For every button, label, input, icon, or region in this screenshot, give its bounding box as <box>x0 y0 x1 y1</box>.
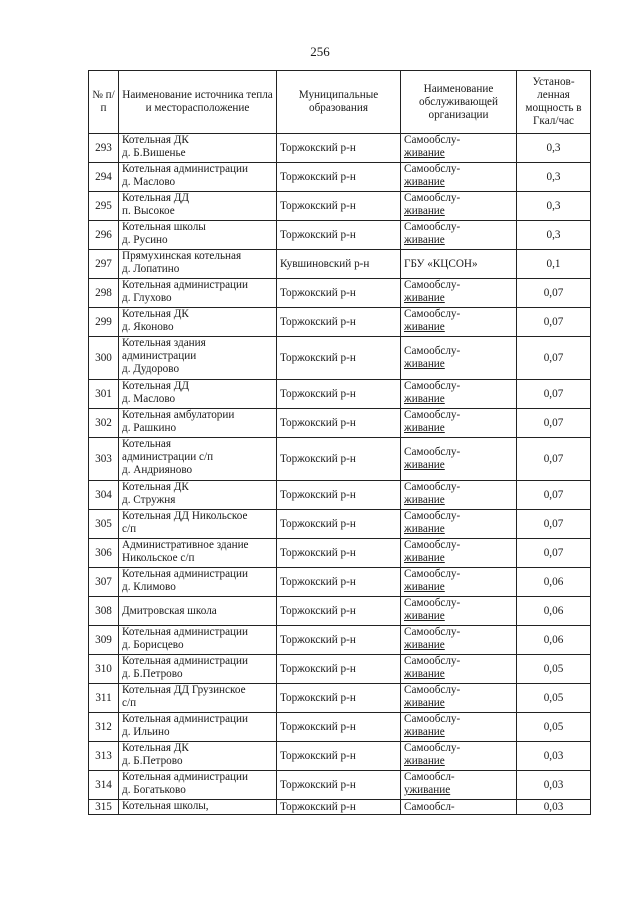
organization-line: Самообслу- <box>404 163 461 175</box>
table-row <box>89 380 591 409</box>
table-row <box>89 279 591 308</box>
organization-line: Самообслу- <box>404 539 461 551</box>
municipality-cell: Кувшиновский р-н <box>277 250 401 279</box>
header-num: № п/п <box>89 71 119 134</box>
source-name-line: д. Лопатино <box>122 263 180 275</box>
organization-cell <box>401 308 517 337</box>
source-name-line: д. Б.Вишенье <box>122 147 186 159</box>
table-row <box>89 568 591 597</box>
organization-cell <box>401 337 517 380</box>
table-row <box>89 539 591 568</box>
power-cell: 0,03 <box>517 771 591 800</box>
source-name-cell <box>119 163 277 192</box>
organization-line: живание <box>404 422 445 434</box>
table-row <box>89 713 591 742</box>
source-name-line: Котельная <box>122 438 171 450</box>
source-name-cell <box>119 250 277 279</box>
row-number: 315 <box>89 800 119 815</box>
municipality-cell: Торжокский р-н <box>277 771 401 800</box>
source-name-line: Котельная школы <box>122 221 206 233</box>
source-name-cell <box>119 279 277 308</box>
organization-line: живание <box>404 697 445 709</box>
organization-cell <box>401 409 517 438</box>
organization-cell <box>401 771 517 800</box>
source-name-line: Никольское с/п <box>122 552 195 564</box>
source-name-cell <box>119 380 277 409</box>
source-name-line: д. Русино <box>122 234 168 246</box>
power-cell: 0,07 <box>517 409 591 438</box>
source-name-cell <box>119 510 277 539</box>
organization-line: живание <box>404 726 445 738</box>
organization-line: Самообслу- <box>404 713 461 725</box>
row-number: 298 <box>89 279 119 308</box>
organization-line: живание <box>404 205 445 217</box>
power-cell: 0,3 <box>517 221 591 250</box>
source-name-line: д. Глухово <box>122 292 172 304</box>
organization-cell <box>401 163 517 192</box>
organization-line: уживание <box>404 784 451 796</box>
organization-cell <box>401 597 517 626</box>
table-row <box>89 409 591 438</box>
source-name-line: Котельная ДК <box>122 308 189 320</box>
power-cell: 0,1 <box>517 250 591 279</box>
source-name-line: д. Климово <box>122 581 176 593</box>
power-cell: 0,03 <box>517 800 591 815</box>
table-row <box>89 221 591 250</box>
source-name-line: д. Борисцево <box>122 639 184 651</box>
source-name-cell <box>119 568 277 597</box>
organization-cell <box>401 742 517 771</box>
power-cell: 0,07 <box>517 438 591 481</box>
power-cell: 0,05 <box>517 684 591 713</box>
source-name-cell <box>119 221 277 250</box>
organization-line: Самообслу- <box>404 626 461 638</box>
organization-cell <box>401 510 517 539</box>
row-number: 294 <box>89 163 119 192</box>
organization-line: Самообсл- <box>404 800 455 813</box>
municipality-cell: Торжокский р-н <box>277 192 401 221</box>
organization-line: живание <box>404 393 445 405</box>
municipality-cell: Торжокский р-н <box>277 380 401 409</box>
power-cell: 0,3 <box>517 134 591 163</box>
table-row <box>89 626 591 655</box>
organization-cell <box>401 134 517 163</box>
table-row <box>89 481 591 510</box>
source-name-cell <box>119 800 277 815</box>
organization-cell <box>401 800 517 815</box>
organization-cell <box>401 438 517 481</box>
power-cell: 0,3 <box>517 163 591 192</box>
source-name-cell <box>119 684 277 713</box>
organization-line: живание <box>404 147 445 159</box>
power-cell: 0,3 <box>517 192 591 221</box>
row-number: 302 <box>89 409 119 438</box>
table-row <box>89 250 591 279</box>
source-name-line: Котельная ДД Никольское <box>122 510 248 522</box>
organization-cell <box>401 481 517 510</box>
row-number: 304 <box>89 481 119 510</box>
municipality-cell: Торжокский р-н <box>277 655 401 684</box>
power-cell: 0,07 <box>517 279 591 308</box>
source-name-line: Котельная ДД Грузинское <box>122 684 246 696</box>
table-row <box>89 134 591 163</box>
organization-line: живание <box>404 234 445 246</box>
organization-line: живание <box>404 494 445 506</box>
municipality-cell: Торжокский р-н <box>277 221 401 250</box>
source-name-cell <box>119 481 277 510</box>
source-name-cell <box>119 337 277 380</box>
organization-line: Самообслу- <box>404 684 461 696</box>
source-name-line: с/п <box>122 697 137 709</box>
power-cell: 0,07 <box>517 308 591 337</box>
organization-line: Самообслу- <box>404 655 461 667</box>
row-number: 297 <box>89 250 119 279</box>
organization-line: живание <box>404 610 445 622</box>
source-name-cell <box>119 626 277 655</box>
organization-cell <box>401 279 517 308</box>
organization-line: Самообслу- <box>404 446 461 458</box>
table-header-row <box>89 71 591 134</box>
row-number: 305 <box>89 510 119 539</box>
power-cell: 0,06 <box>517 568 591 597</box>
source-name-line: Котельная ДК <box>122 481 189 493</box>
row-number: 299 <box>89 308 119 337</box>
organization-cell <box>401 221 517 250</box>
municipality-cell: Торжокский р-н <box>277 481 401 510</box>
organization-line: Самообслу- <box>404 380 461 392</box>
source-name-cell <box>119 655 277 684</box>
source-name-line: Котельная ДК <box>122 742 189 754</box>
power-cell: 0,07 <box>517 337 591 380</box>
row-number: 310 <box>89 655 119 684</box>
organization-line: Самообслу- <box>404 510 461 522</box>
organization-cell <box>401 250 517 279</box>
source-name-cell <box>119 438 277 481</box>
source-name-line: с/п <box>122 523 137 535</box>
power-cell: 0,05 <box>517 713 591 742</box>
table-row <box>89 337 591 380</box>
row-number: 300 <box>89 337 119 380</box>
organization-cell <box>401 192 517 221</box>
header-power: Установ-ленная мощность в Гкал/час <box>517 71 591 134</box>
table-row <box>89 510 591 539</box>
organization-line: Самообслу- <box>404 481 461 493</box>
source-name-line: Котельная амбулатории <box>122 409 235 421</box>
table-row <box>89 742 591 771</box>
organization-line: Самообслу- <box>404 192 461 204</box>
source-name-line: администрации с/п <box>122 451 214 463</box>
table-row <box>89 308 591 337</box>
heat-sources-table <box>88 70 591 815</box>
source-name-cell <box>119 742 277 771</box>
source-name-cell <box>119 308 277 337</box>
organization-line: Самообслу- <box>404 409 461 421</box>
organization-line: живание <box>404 668 445 680</box>
source-name-line: Котельная ДД <box>122 380 190 392</box>
municipality-cell: Торжокский р-н <box>277 800 401 815</box>
power-cell: 0,06 <box>517 626 591 655</box>
organization-line: живание <box>404 581 445 593</box>
row-number: 296 <box>89 221 119 250</box>
source-name-line: д. Б.Петрово <box>122 668 183 680</box>
organization-line: живание <box>404 639 445 651</box>
source-name-line: администрации <box>122 350 197 362</box>
organization-cell <box>401 380 517 409</box>
municipality-cell: Торжокский р-н <box>277 279 401 308</box>
header-source-name: Наименование источника тепла и месторасположение <box>119 71 277 134</box>
row-number: 306 <box>89 539 119 568</box>
header-organization: Наименование обслуживающей организации <box>401 71 517 134</box>
source-name-line: Котельная ДК <box>122 134 189 146</box>
power-cell: 0,07 <box>517 510 591 539</box>
source-name-line: Котельная школы, <box>122 800 209 812</box>
municipality-cell: Торжокский р-н <box>277 597 401 626</box>
row-number: 295 <box>89 192 119 221</box>
row-number: 314 <box>89 771 119 800</box>
page-number: 256 <box>310 44 330 59</box>
source-name-line: д. Маслово <box>122 176 176 188</box>
organization-line: Самообслу- <box>404 221 461 233</box>
header-municipality: Муниципальные образования <box>277 71 401 134</box>
source-name-line: д. Стружня <box>122 494 176 506</box>
organization-cell <box>401 539 517 568</box>
source-name-line: д. Рашкино <box>122 422 177 434</box>
table-row <box>89 771 591 800</box>
organization-line: Самообслу- <box>404 568 461 580</box>
source-name-line: Котельная администрации <box>122 626 248 638</box>
municipality-cell: Торжокский р-н <box>277 742 401 771</box>
source-name-cell <box>119 539 277 568</box>
row-number: 308 <box>89 597 119 626</box>
municipality-cell: Торжокский р-н <box>277 684 401 713</box>
organization-line: Самообслу- <box>404 308 461 320</box>
organization-cell <box>401 655 517 684</box>
organization-line: Самообслу- <box>404 134 461 146</box>
organization-line: живание <box>404 552 445 564</box>
power-cell: 0,07 <box>517 481 591 510</box>
organization-cell <box>401 626 517 655</box>
row-number: 293 <box>89 134 119 163</box>
source-name-line: д. Андрияново <box>122 464 193 476</box>
organization-cell <box>401 713 517 742</box>
row-number: 313 <box>89 742 119 771</box>
municipality-cell: Торжокский р-н <box>277 626 401 655</box>
table-row <box>89 597 591 626</box>
organization-line: живание <box>404 358 445 370</box>
row-number: 307 <box>89 568 119 597</box>
table-body <box>89 134 591 815</box>
municipality-cell: Торжокский р-н <box>277 409 401 438</box>
municipality-cell: Торжокский р-н <box>277 438 401 481</box>
source-name-cell <box>119 597 277 626</box>
row-number: 311 <box>89 684 119 713</box>
source-name-line: Административное здание <box>122 539 249 551</box>
source-name-line: Котельная ДД <box>122 192 190 204</box>
source-name-line: д. Ильино <box>122 726 170 738</box>
municipality-cell: Торжокский р-н <box>277 568 401 597</box>
organization-line: Самообсл- <box>404 771 455 783</box>
organization-line: живание <box>404 523 445 535</box>
municipality-cell: Торжокский р-н <box>277 510 401 539</box>
organization-line: Самообслу- <box>404 597 461 609</box>
organization-line: Самообслу- <box>404 279 461 291</box>
row-number: 309 <box>89 626 119 655</box>
source-name-cell <box>119 713 277 742</box>
source-name-line: д. Маслово <box>122 393 176 405</box>
table-row <box>89 163 591 192</box>
municipality-cell: Торжокский р-н <box>277 308 401 337</box>
organization-line: живание <box>404 292 445 304</box>
source-name-cell <box>119 771 277 800</box>
source-name-cell <box>119 192 277 221</box>
power-cell: 0,07 <box>517 380 591 409</box>
source-name-cell <box>119 134 277 163</box>
organization-line: живание <box>404 321 445 333</box>
municipality-cell: Торжокский р-н <box>277 337 401 380</box>
power-cell: 0,05 <box>517 655 591 684</box>
source-name-line: Котельная администрации <box>122 771 248 783</box>
row-number: 301 <box>89 380 119 409</box>
organization-line: ГБУ «КЦСОН» <box>404 257 478 270</box>
organization-line: живание <box>404 755 445 767</box>
source-name-line: д. Дудорово <box>122 363 180 375</box>
source-name-line: Дмитровская школа <box>122 604 217 617</box>
row-number: 312 <box>89 713 119 742</box>
source-name-line: п. Высокое <box>122 205 175 217</box>
table-row <box>89 684 591 713</box>
table-row <box>89 800 591 815</box>
organization-cell <box>401 568 517 597</box>
source-name-line: Котельная администрации <box>122 713 248 725</box>
source-name-line: Котельная здания <box>122 337 206 349</box>
source-name-cell <box>119 409 277 438</box>
table-row <box>89 438 591 481</box>
municipality-cell: Торжокский р-н <box>277 539 401 568</box>
source-name-line: Котельная администрации <box>122 279 248 291</box>
organization-cell <box>401 684 517 713</box>
organization-line: живание <box>404 459 445 471</box>
source-name-line: д. Богатьково <box>122 784 186 796</box>
organization-line: живание <box>404 176 445 188</box>
source-name-line: Котельная администрации <box>122 163 248 175</box>
organization-line: Самообслу- <box>404 742 461 754</box>
municipality-cell: Торжокский р-н <box>277 713 401 742</box>
municipality-cell: Торжокский р-н <box>277 134 401 163</box>
municipality-cell: Торжокский р-н <box>277 163 401 192</box>
power-cell: 0,07 <box>517 539 591 568</box>
table-row <box>89 192 591 221</box>
organization-line: Самообслу- <box>404 345 461 357</box>
power-cell: 0,03 <box>517 742 591 771</box>
source-name-line: Котельная администрации <box>122 568 248 580</box>
table-row <box>89 655 591 684</box>
source-name-line: Прямухинская котельная <box>122 250 242 262</box>
source-name-line: Котельная администрации <box>122 655 248 667</box>
power-cell: 0,06 <box>517 597 591 626</box>
source-name-line: д. Б.Петрово <box>122 755 183 767</box>
source-name-line: д. Яконово <box>122 321 174 333</box>
row-number: 303 <box>89 438 119 481</box>
